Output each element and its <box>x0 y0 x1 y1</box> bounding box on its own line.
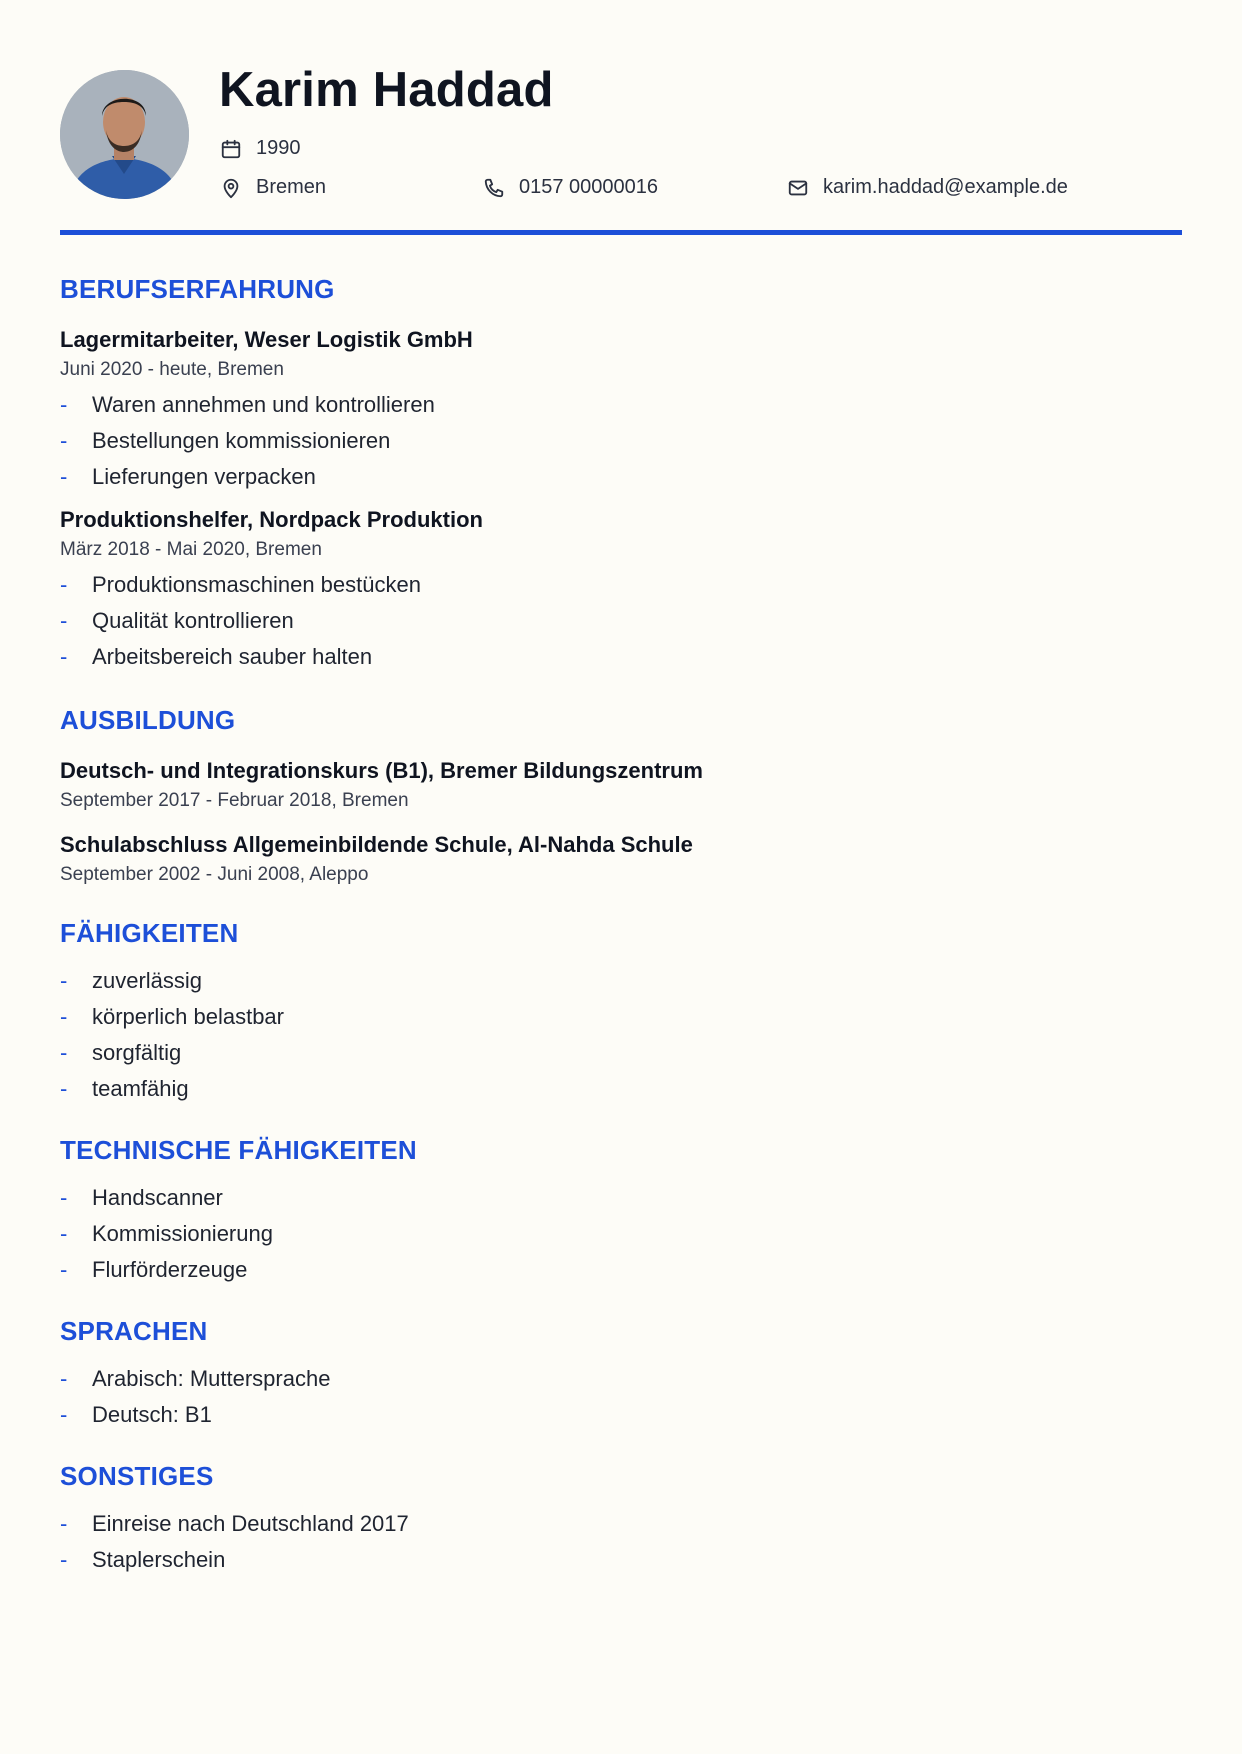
skills-list <box>60 963 1182 1107</box>
entry-title: Schulabschluss Allgemeinbildende Schule, Al-Nahda Schule <box>60 832 693 857</box>
list-item <box>60 1361 1182 1397</box>
dash-bullet: - <box>60 428 68 453</box>
list-item <box>60 1397 1182 1433</box>
task-list <box>60 567 1182 675</box>
entry-date-location: Juni 2020 - heute, Bremen <box>60 359 284 380</box>
dash-bullet: - <box>60 1004 68 1029</box>
list-item <box>60 1252 1182 1288</box>
list-item-text: Kommissionierung <box>92 1221 273 1246</box>
list-item <box>60 963 1182 999</box>
list-item <box>60 603 1182 639</box>
education-entry <box>60 832 1182 886</box>
section-title: SONSTIGES <box>60 1461 214 1491</box>
dash-bullet: - <box>60 968 68 993</box>
list-item <box>60 639 1182 675</box>
list-item <box>60 1180 1182 1216</box>
email-text: karim.haddad@example.de <box>823 176 1068 198</box>
list-item-text: Qualität kontrollieren <box>92 608 294 633</box>
list-item-text: Waren annehmen und kontrollieren <box>92 392 435 417</box>
section-title: AUSBILDUNG <box>60 705 236 735</box>
list-item <box>60 1542 1182 1578</box>
list-item <box>60 387 1182 423</box>
list-item <box>60 1071 1182 1107</box>
section-title: FÄHIGKEITEN <box>60 918 239 948</box>
dash-bullet: - <box>60 1366 68 1391</box>
list-item-text: Deutsch: B1 <box>92 1402 212 1427</box>
phone-text: 0157 00000016 <box>519 176 659 198</box>
dash-bullet: - <box>60 1257 68 1282</box>
list-item <box>60 1216 1182 1252</box>
dash-bullet: - <box>60 1511 68 1536</box>
section-languages <box>60 1316 1182 1433</box>
candidate-name: Karim Haddad <box>219 63 554 117</box>
experience-entry <box>60 327 1182 495</box>
dash-bullet: - <box>60 608 68 633</box>
list-item <box>60 459 1182 495</box>
task-list <box>60 387 1182 495</box>
cv-page <box>60 0 1182 1578</box>
section-education <box>60 705 1182 886</box>
list-item-text: Arabisch: Muttersprache <box>92 1366 331 1391</box>
entry-date-location: September 2017 - Februar 2018, Bremen <box>60 790 409 811</box>
list-item-text: körperlich belastbar <box>92 1004 284 1029</box>
dash-bullet: - <box>60 464 68 489</box>
dash-bullet: - <box>60 572 68 597</box>
section-title: BERUFSERFAHRUNG <box>60 274 335 304</box>
list-item-text: zuverlässig <box>92 968 203 993</box>
list-item <box>60 423 1182 459</box>
list-item <box>60 1506 1182 1542</box>
entry-date-location: September 2002 - Juni 2008, Aleppo <box>60 864 369 885</box>
section-title: TECHNISCHE FÄHIGKEITEN <box>60 1135 417 1165</box>
list-item-text: Staplerschein <box>92 1547 226 1572</box>
list-item-text: Lieferungen verpacken <box>92 464 316 489</box>
list-item-text: teamfähig <box>92 1076 189 1101</box>
dash-bullet: - <box>60 1547 68 1572</box>
calendar-icon <box>220 138 242 160</box>
location-text: Bremen <box>256 176 327 198</box>
entry-date-location: März 2018 - Mai 2020, Bremen <box>60 539 322 560</box>
mail-icon <box>787 177 809 199</box>
list-item-text: Bestellungen kommissionieren <box>92 428 391 453</box>
list-item <box>60 1035 1182 1071</box>
dash-bullet: - <box>60 1221 68 1246</box>
profile-photo <box>60 70 189 199</box>
dash-bullet: - <box>60 1076 68 1101</box>
entry-title: Lagermitarbeiter, Weser Logistik GmbH <box>60 327 473 352</box>
person-portrait-icon <box>60 70 189 199</box>
dash-bullet: - <box>60 644 68 669</box>
education-entry <box>60 758 1182 812</box>
list-item-text: Einreise nach Deutschland 2017 <box>92 1511 409 1536</box>
list-item <box>60 567 1182 603</box>
dash-bullet: - <box>60 1040 68 1065</box>
phone <box>483 176 658 199</box>
section-tech-skills <box>60 1135 1182 1288</box>
misc-list <box>60 1506 1182 1578</box>
dash-bullet: - <box>60 1402 68 1427</box>
list-item-text: Arbeitsbereich sauber halten <box>92 644 373 669</box>
phone-icon <box>483 177 505 199</box>
birth-year <box>220 137 301 160</box>
tech-skills-list <box>60 1180 1182 1288</box>
entry-title: Produktionshelfer, Nordpack Produktion <box>60 507 483 532</box>
section-title: SPRACHEN <box>60 1316 208 1346</box>
dash-bullet: - <box>60 1185 68 1210</box>
list-item-text: Handscanner <box>92 1185 223 1210</box>
dash-bullet: - <box>60 392 68 417</box>
list-item-text: Flurförderzeuge <box>92 1257 248 1282</box>
list-item <box>60 999 1182 1035</box>
birth-year-text: 1990 <box>256 137 301 159</box>
list-item-text: Produktionsmaschinen bestücken <box>92 572 421 597</box>
email <box>787 176 1068 199</box>
section-skills <box>60 918 1182 1107</box>
section-experience <box>60 274 1182 675</box>
header-divider <box>60 230 1182 235</box>
location <box>220 176 326 199</box>
cv-header <box>60 0 1182 238</box>
map-pin-icon <box>220 177 242 199</box>
section-misc <box>60 1461 1182 1578</box>
experience-entry <box>60 507 1182 675</box>
list-item-text: sorgfältig <box>92 1040 182 1065</box>
entry-title: Deutsch- und Integrationskurs (B1), Bremer Bildungszentrum <box>60 758 703 783</box>
languages-list <box>60 1361 1182 1433</box>
